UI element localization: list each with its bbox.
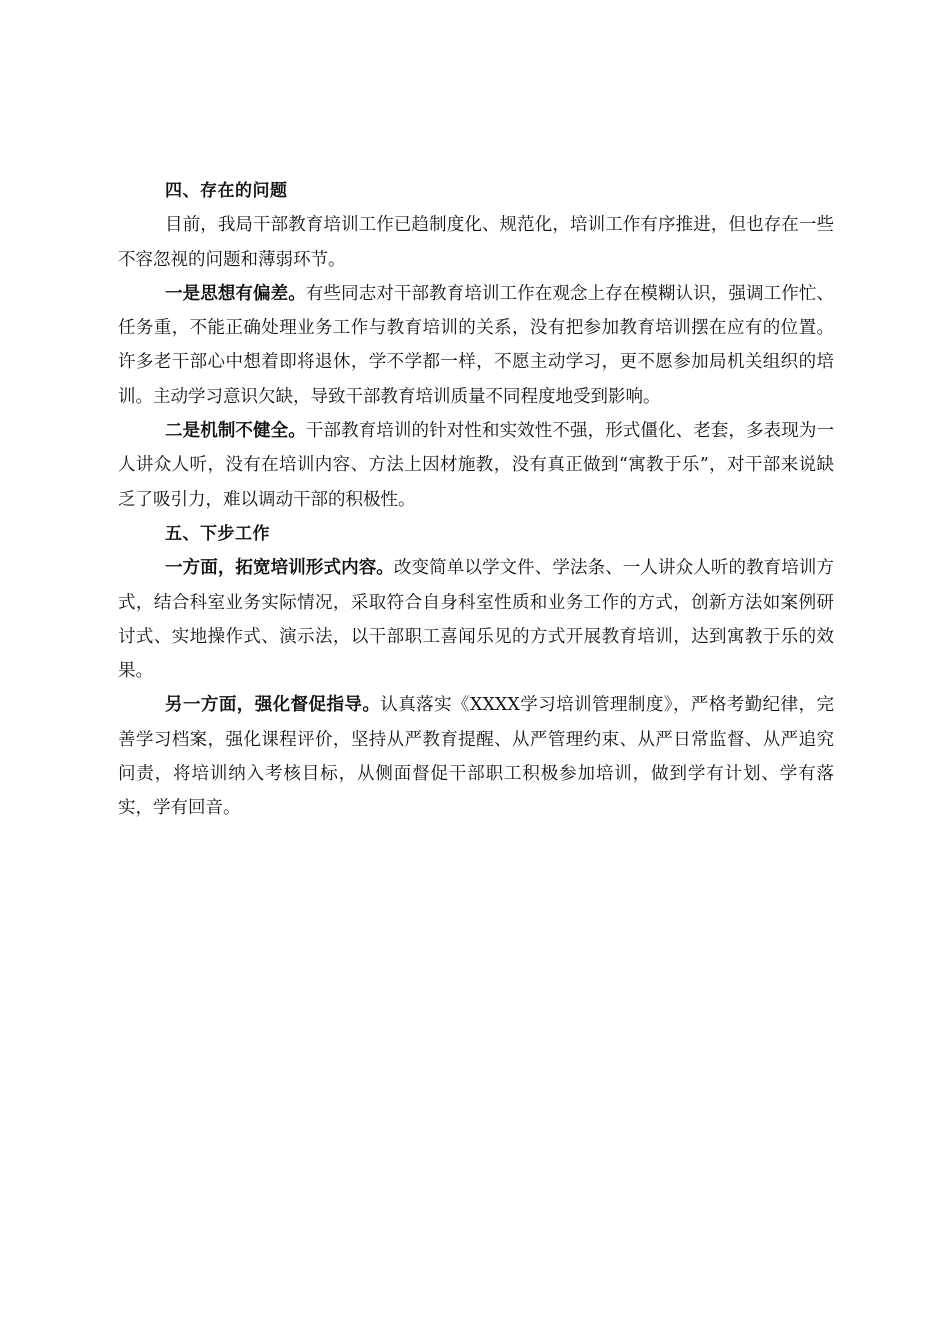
problem-thinking-text: 有些同志对干部教育培训工作在观念上存在模糊认识，强调工作忙、任务重，不能正确处理业务工作与教育培训的关系，没有把参加教育培训摆在应有的位置。许多老干部心中想着即将退休，学不学都一样，不愿主动学习，更不愿参加局机关组织的培训。主动学习意识欠缺，导致干部教育培训质量不同程度地受到影响。 <box>118 283 835 407</box>
measure-forms-lead: 一方面，拓宽培训形式内容。 <box>165 558 394 579</box>
measure-forms-text: 改变简单以学文件、学法条、一人讲众人听的教育培训方式，结合科室业务实际情况，采取符合自身科室性质和业务工作的方式，创新方法如案例研讨式、实地操作式、演示法，以干部职工喜闻乐见的方式开展教育培训，达到寓教于乐的效果。 <box>118 558 834 682</box>
paragraph-measure-forms <box>118 551 834 688</box>
paragraph-intro: 目前，我局干部教育培训工作已趋制度化、规范化，培训工作有序推进，但也存在一些不容忽视的问题和薄弱环节。 <box>118 215 834 270</box>
problem-thinking-lead: 一是思想有偏差。 <box>165 283 306 304</box>
paragraph-problem-mechanism <box>118 414 834 517</box>
section-heading-next-steps: 五、下步工作 <box>165 523 270 544</box>
document-body <box>118 174 834 826</box>
problem-mechanism-text: 干部教育培训的针对性和实效性不强，形式僵化、老套，多表现为一人讲众人听，没有在培训内容、方法上因材施教，没有真正做到“寓教于乐”，对干部来说缺乏了吸引力，难以调动干部的积极性。 <box>118 421 835 510</box>
problem-mechanism-lead: 二是机制不健全。 <box>165 421 306 442</box>
section-heading-problems: 四、存在的问题 <box>165 181 288 201</box>
paragraph-measure-supervision <box>118 688 834 825</box>
paragraph-problem-thinking <box>118 277 834 414</box>
measure-supervision-text: 认真落实《XXXX学习培训管理制度》，严格考勤纪律，完善学习档案，强化课程评价，坚持从严教育提醒、从严管理约束、从严日常监督、从严追究问责，将培训纳入考核目标，从侧面督促干部职工积极参加培训，做到学有计划、学有落实，学有回音。 <box>118 695 834 819</box>
measure-supervision-lead: 另一方面，强化督促指导。 <box>165 695 381 716</box>
